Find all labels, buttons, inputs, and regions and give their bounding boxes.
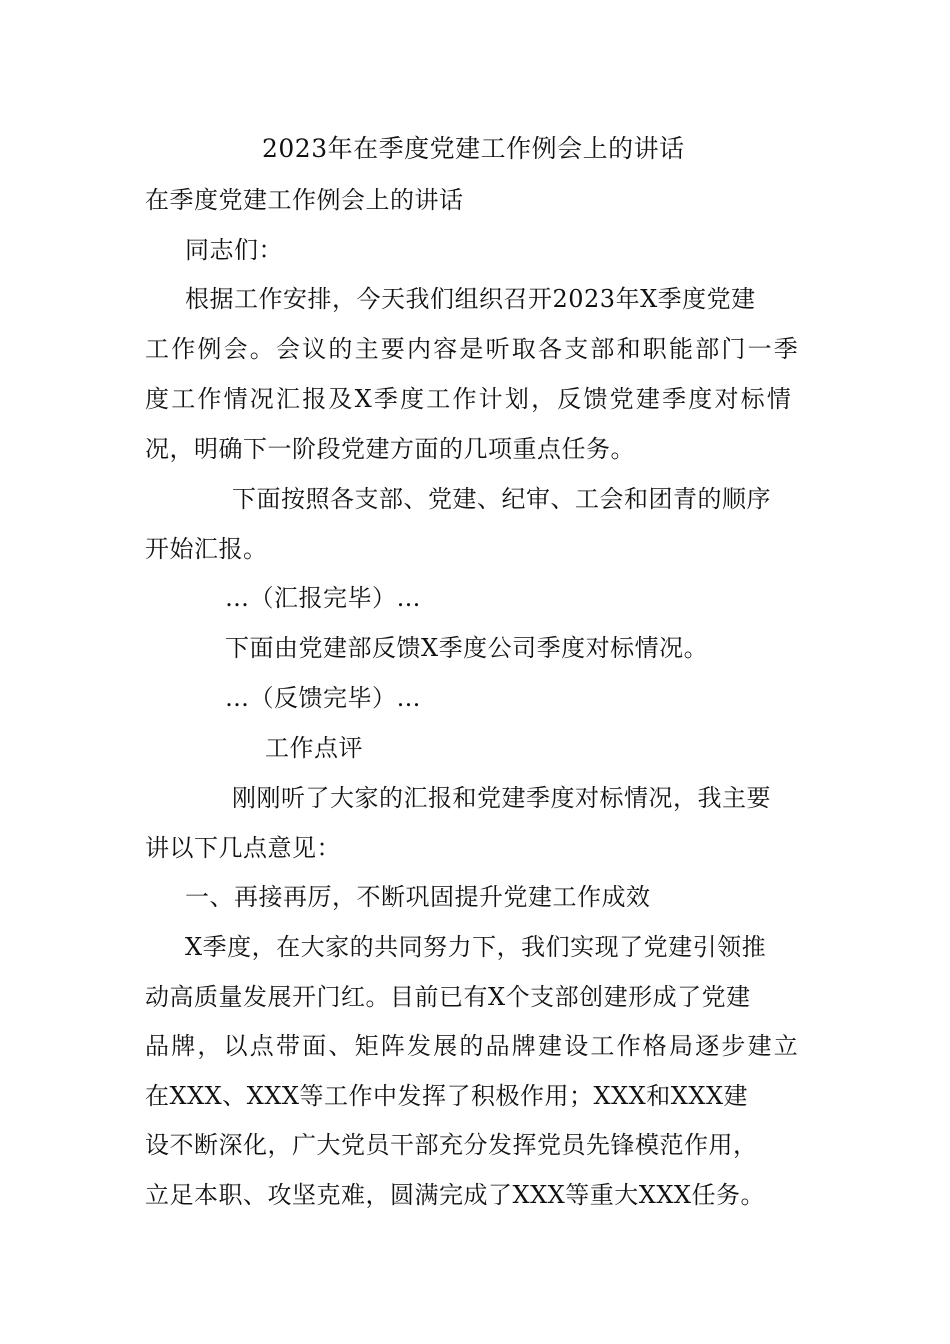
- paragraph-line: 根据工作安排，今天我们组织召开2023年X季度党建: [185, 285, 756, 313]
- paragraph-line: 立足本职、攻坚克难，圆满完成了XXX等重大XXX任务。: [145, 1181, 766, 1209]
- paragraph-line: 设不断深化，广大党员干部充分发挥党员先锋模范作用，: [145, 1131, 758, 1159]
- section-heading-1: 一、再接再厉，不断巩固提升党建工作成效: [185, 883, 651, 911]
- paragraph-line: 讲以下几点意见：: [145, 834, 341, 862]
- section-heading: 工作点评: [265, 734, 363, 762]
- paragraph-line: 开始汇报。: [145, 535, 268, 563]
- salutation: 同志们：: [185, 236, 283, 264]
- document-subtitle: 在季度党建工作例会上的讲话: [145, 186, 464, 214]
- paragraph-line: 刚刚听了大家的汇报和党建季度对标情况，我主要: [232, 784, 771, 812]
- paragraph-line: 品牌，以点带面、矩阵发展的品牌建设工作格局逐步建立: [145, 1032, 800, 1060]
- paragraph-line: 在XXX、XXX等工作中发挥了积极作用；XXX和XXX建: [145, 1082, 749, 1110]
- report-finished-note: …（汇报完毕）…: [225, 584, 421, 612]
- paragraph-line: 下面由党建部反馈X季度公司季度对标情况。: [225, 634, 709, 662]
- paragraph-line: 下面按照各支部、党建、纪审、工会和团青的顺序: [232, 485, 771, 513]
- document-title: 2023年在季度党建工作例会上的讲话: [262, 134, 685, 163]
- paragraph-line: 动高质量发展开门红。目前已有X个支部创建形成了党建: [145, 983, 751, 1011]
- paragraph-line: 度工作情况汇报及X季度工作计划，反馈党建季度对标情: [145, 385, 794, 413]
- paragraph-line: X季度，在大家的共同努力下，我们实现了党建引领推: [185, 933, 767, 961]
- feedback-finished-note: …（反馈完毕）…: [225, 684, 421, 712]
- paragraph-line: 工作例会。会议的主要内容是听取各支部和职能部门一季: [145, 335, 800, 363]
- paragraph-line: 况，明确下一阶段党建方面的几项重点任务。: [145, 435, 635, 463]
